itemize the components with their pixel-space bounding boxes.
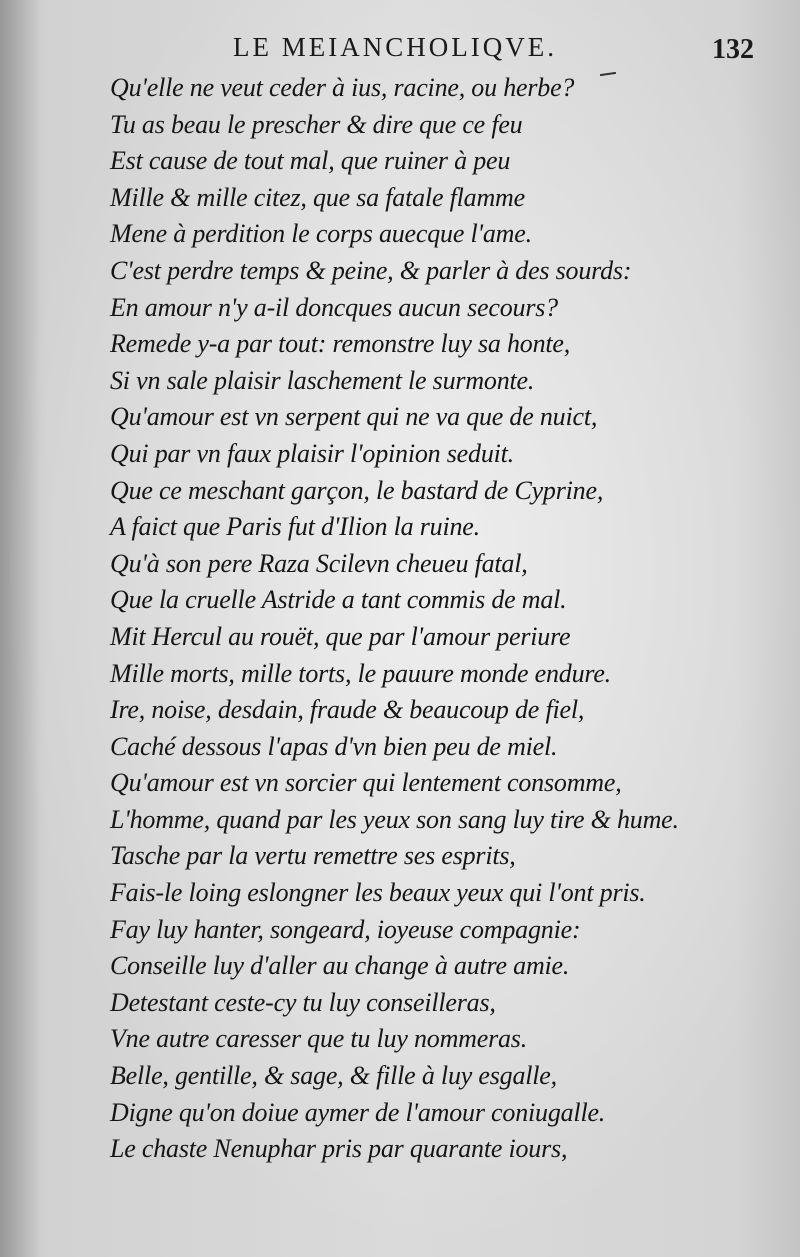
verse-line-last: Le chaste Nenuphar pris par quarante iours, [110, 1134, 568, 1164]
verse-line: Qu'à son pere Raza Scilevn cheueu fatal, [110, 548, 528, 578]
verse-block [110, 70, 770, 1168]
verse-line: Detestant ceste-cy tu luy conseilleras, [110, 987, 496, 1017]
verse-line: Fay luy hanter, songeard, ioyeuse compagnie: [110, 914, 581, 944]
verse-line: Tu as beau le prescher & dire que ce feu [110, 109, 523, 139]
verse-line: Qu'elle ne veut ceder à ius, racine, ou herbe? [110, 73, 575, 102]
verse-line: Qu'amour est vn serpent qui ne va que de nuict, [110, 402, 598, 432]
verse-line: Que la cruelle Astride a tant commis de mal. [110, 585, 567, 615]
verse-line: En amour n'y a-il doncques aucun secours? [110, 292, 558, 322]
verse-line: Qu'amour est vn sorcier qui lentement consomme, [110, 768, 622, 798]
page-header [0, 28, 800, 68]
verse-line: Mene à perdition le corps auecque l'ame. [110, 219, 532, 249]
verse-line: C'est perdre temps & peine, & parler à des sourds: [110, 255, 632, 285]
verse-line: Qui par vn faux plaisir l'opinion seduit. [110, 438, 514, 468]
verse-line: Vne autre caresser que tu luy nommeras. [110, 1024, 528, 1054]
verse-line: A faict que Paris fut d'Ilion la ruine. [110, 512, 480, 542]
verse-line: Fais-le loing eslongner les beaux yeux qui l'ont pris. [110, 878, 646, 908]
verse-line: Remede y-a par tout: remonstre luy sa honte, [110, 329, 571, 359]
verse-line: Mille morts, mille torts, le pauure monde endure. [110, 658, 611, 688]
verse-line: Ire, noise, desdain, fraude & beaucoup de fiel, [110, 695, 585, 725]
verse-line: Est cause de tout mal, que ruiner à peu [110, 146, 511, 176]
verse-line: Digne qu'on doiue aymer de l'amour coniugalle. [110, 1097, 606, 1127]
verse-line: Tasche par la vertu remettre ses esprits, [110, 841, 516, 871]
verse-line: L'homme, quand par les yeux son sang luy tire & hume. [110, 804, 679, 834]
verse-line: Caché dessous l'apas d'vn bien peu de miel. [110, 731, 558, 761]
page-edge-shadow [0, 0, 40, 1257]
verse-line: Mit Hercul au rouët, que par l'amour periure [110, 621, 571, 651]
verse-line: Mille & mille citez, que sa fatale flamme [110, 182, 525, 212]
verse-line: Conseille luy d'aller au change à autre amie. [110, 951, 570, 981]
running-title: LE MEIANCHOLIQVE. [233, 32, 557, 62]
verse-line: Belle, gentille, & sage, & fille à luy esgalle, [110, 1061, 557, 1091]
verse-line: Si vn sale plaisir laschement le surmonte. [110, 365, 535, 395]
page-number: 132 [712, 34, 754, 65]
verse-line: Que ce meschant garçon, le bastard de Cyprine, [110, 475, 604, 505]
